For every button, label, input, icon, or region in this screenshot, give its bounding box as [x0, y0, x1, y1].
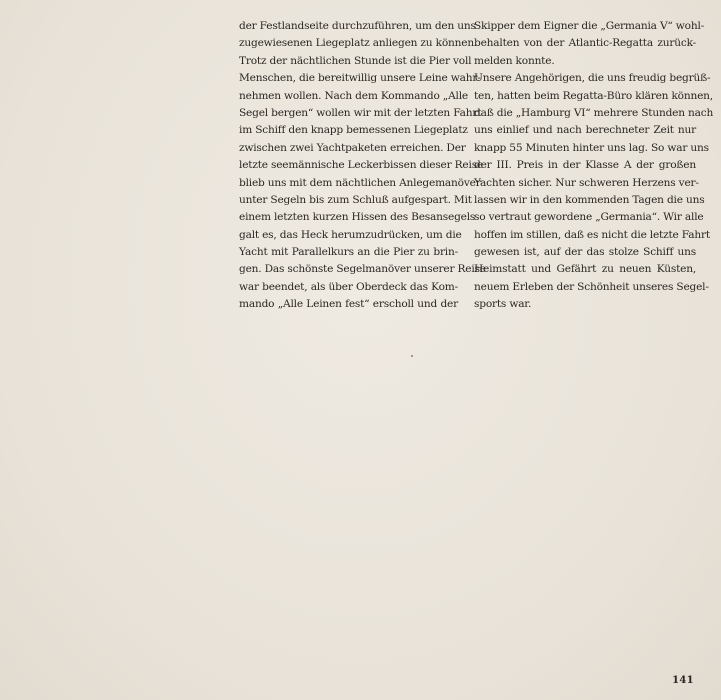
text-line: blieb uns mit dem nächtlichen Anlegemanöver	[239, 176, 481, 189]
text-line: Trotz der nächtlichen Stunde ist die Pier voll	[239, 54, 472, 67]
text-line: Segel bergen“ wollen wir mit der letzten Fahrt	[239, 106, 482, 119]
text-line: hoffen im stillen, daß es nicht die letzte Fahrt	[474, 228, 710, 241]
text-line: Yachten sicher. Nur schweren Herzens ver-	[474, 176, 699, 189]
text-line: zugewiesenen Liegeplatz anliegen zu können.	[239, 37, 478, 50]
text-line: Yacht mit Parallelkurs an die Pier zu brin-	[239, 246, 458, 259]
text-line: sports war.	[474, 298, 532, 311]
left-text-column	[239, 18, 486, 314]
text-line: der III. Preis in der Klasse A der großen	[474, 159, 696, 172]
text-line: der Festlandseite durchzuführen, um den uns	[239, 20, 476, 32]
text-line: einem letzten kurzen Hissen des Besansegels	[239, 211, 476, 224]
text-line: nehmen wollen. Nach dem Kommando „Alle	[239, 89, 468, 102]
text-line: Heimstatt und Gefährt zu neuen Küsten,	[474, 263, 696, 276]
right-text-column	[474, 18, 714, 314]
text-line: galt es, das Heck herumzudrücken, um die	[239, 228, 462, 241]
text-line: war beendet, als über Oberdeck das Kom-	[239, 280, 458, 293]
page-number: 141	[672, 675, 694, 686]
text-line: Menschen, die bereitwillig unsere Leine wahr-	[239, 72, 481, 85]
text-line: melden konnte.	[474, 54, 555, 67]
text-line: im Schiff den knapp bemessenen Liegeplatz	[239, 124, 468, 137]
text-line: knapp 55 Minuten hinter uns lag. So war uns	[474, 141, 709, 154]
paper-speck	[411, 355, 413, 357]
text-line: gewesen ist, auf der das stolze Schiff uns	[474, 246, 696, 259]
text-line: behalten von der Atlantic-Regatta zurück-	[474, 37, 696, 50]
text-line: ten, hatten beim Regatta-Büro klären können,	[474, 89, 713, 102]
text-line: Skipper dem Eigner die „Germania V“ wohl-	[474, 20, 705, 32]
text-line: unter Segeln bis zum Schluß aufgespart. Mit	[239, 193, 472, 206]
text-line: daß die „Hamburg VI“ mehrere Stunden nach	[474, 106, 714, 119]
text-line: so vertraut gewordene „Germania“. Wir alle	[474, 211, 704, 224]
text-line: mando „Alle Leinen fest“ erscholl und der	[239, 298, 458, 311]
text-line: Unsere Angehörigen, die uns freudig begrüß-	[474, 72, 711, 85]
text-line: neuem Erleben der Schönheit unseres Segel-	[474, 280, 709, 293]
text-line: uns einlief und nach berechneter Zeit nur	[474, 124, 696, 137]
text-line: gen. Das schönste Segelmanöver unserer Reise	[239, 263, 486, 276]
text-line: zwischen zwei Yachtpaketen erreichen. Der	[239, 141, 466, 154]
text-line: letzte seemännische Leckerbissen dieser Reise	[239, 159, 483, 172]
text-line: lassen wir in den kommenden Tagen die uns	[474, 193, 705, 206]
